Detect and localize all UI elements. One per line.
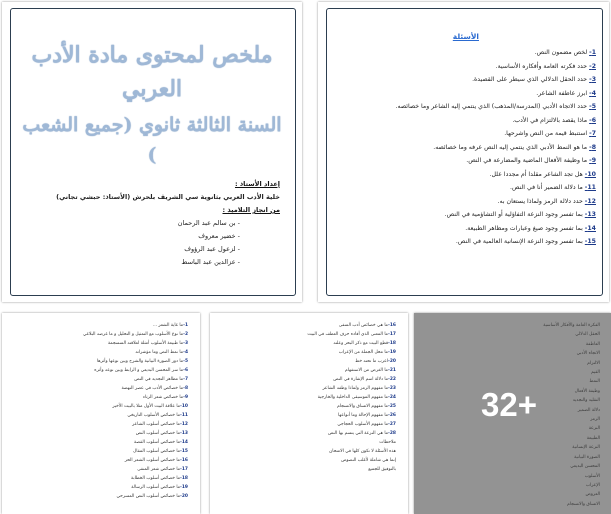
text-line-text: ما دور الصورة البيانية والشرح وبين نوعها وأثرها xyxy=(96,359,184,364)
question-item-text: بما تفسر وجود النزعة التفاؤلية أو التشاؤمية في النص. xyxy=(444,211,583,218)
text-line-text: ما الغرض من الاستفهام xyxy=(345,368,389,373)
text-line-text: ما خصائص الأسلوب التاريخي xyxy=(127,413,181,418)
text-line xyxy=(12,348,188,357)
text-line xyxy=(12,330,188,339)
question-item-text: حدد الحقل الدلالي الذي سيطر على القصيدة. xyxy=(472,76,588,83)
text-line-text: إنما هي شاملة لأغلب النصوص xyxy=(341,458,396,463)
text-line-text: ما سر المحسن البديعي و الرابط وبين نوعه وأثره xyxy=(94,368,184,373)
text-line xyxy=(220,375,396,384)
text-line xyxy=(12,420,188,429)
text-line xyxy=(12,411,188,420)
question-item-text: حدد دلالة الرمز ولماذا يستعان به. xyxy=(497,197,583,205)
text-line xyxy=(220,447,396,456)
text-line-text: ما خصائص أسلوب الخطابة xyxy=(131,476,181,481)
text-line-text: ما مظاهر التجديد في النص xyxy=(134,377,184,382)
text-line-text: ما دلالة اسم الإشارة في النص xyxy=(333,377,389,382)
page-thumbnail-left[interactable] xyxy=(2,313,200,514)
text-line-text: ما هي خصائص أدب المنفى xyxy=(338,323,389,328)
question-item-text: ما هو النمط الأدبي الذي ينتمي إليه النص عرفه وما خصائصه. xyxy=(433,143,588,151)
question-item xyxy=(334,100,596,114)
text-line xyxy=(220,339,396,348)
student-name: - عزالدين عبد الباسط xyxy=(181,258,240,266)
question-item xyxy=(334,127,596,141)
question-item xyxy=(334,73,596,87)
question-item xyxy=(334,141,596,155)
text-line xyxy=(12,384,188,393)
text-line-number: 20- xyxy=(180,494,188,499)
text-line-text: ما مفهوم الموسيقى الداخلية والخارجية xyxy=(317,395,389,400)
text-line-number: 18- xyxy=(180,476,188,481)
questions-heading: الأسئلة xyxy=(452,32,479,41)
text-line-text: ما مفهوم الأسلوب الحجاجي xyxy=(337,422,389,427)
page-thumbnail-middle[interactable] xyxy=(210,313,408,514)
text-line-text: ما مفهوم الاتساق والانسجام xyxy=(337,404,389,409)
page-text xyxy=(220,321,396,474)
text-line-text: ما خصائص أسلوب النص xyxy=(135,431,181,436)
question-item-text: ما دلالة الضمير أنا في النص. xyxy=(509,184,583,191)
text-line-text: ما غاية الشعر ... xyxy=(152,323,184,328)
question-item-text: بما تفسر وجود صيغ وعبارات ومظاهر الطبيعة. xyxy=(465,224,583,232)
question-item-number: 6- xyxy=(589,116,596,124)
question-item-text: حدد فكرته العامة وأفكاره الأساسية. xyxy=(495,62,588,70)
text-line-number: 3- xyxy=(183,341,188,346)
text-line xyxy=(12,357,188,366)
text-line-number: 17- xyxy=(180,467,188,472)
text-line xyxy=(12,402,188,411)
page-text xyxy=(12,321,188,501)
question-item xyxy=(334,235,596,249)
question-item-number: 9- xyxy=(589,157,596,164)
prepared-text: خلية الأدب العربي بثانوية سي الشريف بلحرش (الأستاذ: حبشي تجاني) xyxy=(56,193,280,201)
question-item-text: بما تفسر وجود النزعة الإنسانية العالمية في النص. xyxy=(455,238,583,245)
text-line-number: 27- xyxy=(388,422,396,427)
text-line-text: ما خصائص أسلوب النص المسرحي xyxy=(116,494,181,499)
question-item-number: 11- xyxy=(584,184,596,191)
student-name: - لزعول عبد الرؤوف xyxy=(184,245,240,253)
prepared-label: إعداد الأستاذ : xyxy=(234,180,280,188)
question-item xyxy=(334,46,596,60)
question-item-number: 1- xyxy=(589,49,596,56)
text-line-text: ما نمط النص وما مؤشراته xyxy=(135,350,184,355)
text-line-text: ما خصائص أسلوب القصة xyxy=(134,440,181,445)
text-line xyxy=(12,429,188,438)
question-item xyxy=(334,222,596,236)
text-line-number: 12- xyxy=(180,422,188,427)
text-line xyxy=(220,411,396,420)
text-line xyxy=(12,447,188,456)
question-item-text: هل تجد الشاعر مقلدا أم مجددا علل. xyxy=(489,170,583,178)
text-line xyxy=(12,465,188,474)
text-line-number: 2- xyxy=(183,332,188,337)
text-line xyxy=(220,420,396,429)
question-item-text: ماذا يقصد بالالتزام في الأدب. xyxy=(512,116,588,124)
text-line xyxy=(220,348,396,357)
text-line-text: ما خصائص أسلوب الرسالة xyxy=(131,485,181,490)
text-line xyxy=(220,366,396,375)
text-line-number: 17- xyxy=(388,332,396,337)
text-line xyxy=(220,456,396,465)
text-line-number: 11- xyxy=(180,413,188,418)
text-line xyxy=(220,330,396,339)
text-line-text: هذه الأسئلة لا تكون كلها في الامتحان xyxy=(329,449,396,454)
text-line xyxy=(12,366,188,375)
text-line xyxy=(12,456,188,465)
question-item-number: 4- xyxy=(589,89,596,97)
question-item-number: 14- xyxy=(584,224,596,232)
question-item-text: ما وظيفة الأفعال الماضية والمضارعة في النص. xyxy=(466,157,588,164)
text-line-number: 13- xyxy=(180,431,188,436)
text-line xyxy=(12,438,188,447)
text-line xyxy=(12,375,188,384)
text-line-text: ما خصائص شعر الرثاء xyxy=(142,395,184,400)
question-item-number: 8- xyxy=(589,143,596,151)
text-line-number: 19- xyxy=(388,350,396,355)
text-line-number: 28- xyxy=(388,431,396,436)
question-item xyxy=(334,168,596,182)
text-line-text: بالتوفيق للجميع xyxy=(368,467,396,472)
question-item-number: 7- xyxy=(589,130,596,137)
text-line-number: 18- xyxy=(388,341,396,346)
text-line xyxy=(220,393,396,402)
question-item-number: 15- xyxy=(584,238,596,245)
question-item xyxy=(334,195,596,209)
cover-info xyxy=(18,178,280,269)
text-line xyxy=(220,402,396,411)
text-line-text: ما نوع الأسلوب مع التمثيل و التحليل و ما غرضه البلاغي xyxy=(83,332,184,337)
text-line xyxy=(12,492,188,501)
question-item xyxy=(334,114,596,128)
question-item xyxy=(334,60,596,74)
text-line-number: 8- xyxy=(183,386,188,391)
more-pages-count[interactable]: 32+ xyxy=(481,386,537,423)
text-line-text: ملاحظات xyxy=(379,440,396,445)
text-line-text: ما المعنى الذي أفاده حرف العطف في البيت xyxy=(307,332,389,337)
text-line-number: 25- xyxy=(388,404,396,409)
text-line-number: 15- xyxy=(180,449,188,454)
text-line-text: ما هي النزعة التي يتسم بها النص xyxy=(327,431,389,436)
text-line-number: 16- xyxy=(180,458,188,463)
text-line-number: 21- xyxy=(388,368,396,373)
question-item-number: 10- xyxy=(584,170,596,178)
question-item-number: 3- xyxy=(589,76,596,83)
question-item xyxy=(334,181,596,195)
text-line-number: 10- xyxy=(180,404,188,409)
text-line xyxy=(220,357,396,366)
question-item-number: 5- xyxy=(589,103,596,110)
text-line-number: 6- xyxy=(183,368,188,373)
text-line xyxy=(220,465,396,474)
text-line-number: 23- xyxy=(388,386,396,391)
text-line-text: ما خصائص شعر المنفى xyxy=(137,467,181,472)
text-line-text: ما مفهوم الرمز ولماذا وظفه الشاعر xyxy=(322,386,389,391)
text-line-text: ما مفهوم الإحالة وما أنواعها xyxy=(338,413,389,418)
text-line-text: قطع البيت مع ذكر البحر وعلته xyxy=(333,341,389,346)
student-name: - خضير معروف xyxy=(198,232,240,240)
question-item-number: 12- xyxy=(584,197,596,205)
text-line-number: 16- xyxy=(388,323,396,328)
text-line-number: 5- xyxy=(183,359,188,364)
text-line-number: 19- xyxy=(180,485,188,490)
text-line-number: 9- xyxy=(183,395,188,400)
question-item-text: لخص مضمون النص. xyxy=(534,49,588,56)
document-subtitle: السنة الثالثة ثانوي (جميع الشعب ) xyxy=(22,114,282,166)
text-line xyxy=(12,339,188,348)
text-line-number: 22- xyxy=(388,377,396,382)
text-line-text: ما خصائص أسلوب الشاعر xyxy=(132,422,181,427)
text-line-text: اعرب ما تحته خط xyxy=(355,359,389,364)
text-line-text: ما محل الجملة من الإعراب xyxy=(338,350,389,355)
text-line xyxy=(220,384,396,393)
page-questions[interactable] xyxy=(318,2,609,302)
text-line xyxy=(12,393,188,402)
questions-list xyxy=(334,46,596,249)
text-line xyxy=(12,321,188,330)
question-item-number: 2- xyxy=(589,62,596,70)
text-line-text: ما خصائص أسلوب الشعر الحر xyxy=(124,458,181,463)
page-cover[interactable] xyxy=(2,2,302,302)
text-line-number: 7- xyxy=(183,377,188,382)
question-item xyxy=(334,208,596,222)
question-item-number: 13- xyxy=(584,211,596,218)
text-line xyxy=(12,474,188,483)
document-title: ملخص لمحتوى مادة الأدب العربي xyxy=(31,42,273,102)
text-line-number: 4- xyxy=(183,350,188,355)
text-line-text: ما علاقة البيت الأول مثلا بالبيت الأخير xyxy=(112,404,181,409)
text-line-text: ما خصائص أسلوب المقال xyxy=(133,449,181,454)
text-line-number: 24- xyxy=(388,395,396,400)
question-item-text: ابرز عاطفة الشاعر. xyxy=(536,89,588,97)
text-line-text: ما خصائص الأدب في عصر النهضة xyxy=(121,386,184,391)
text-line-text: ما طبيعة الأسلوب أمثلة لعلاقته المنسجمة xyxy=(107,341,184,346)
text-line-number: 20- xyxy=(388,359,396,364)
student-name: - بن سالم عبد الرحمان xyxy=(177,219,240,227)
students-label: من انجاز التلاميذ : xyxy=(222,206,280,214)
text-line xyxy=(12,483,188,492)
question-item xyxy=(334,87,596,101)
question-item xyxy=(334,154,596,168)
text-line-number: 14- xyxy=(180,440,188,445)
question-item-text: حدد الاتجاه الأدبي (المدرسة/المذهب) الذي ينتمي إليه الشاعر وما خصائصه. xyxy=(395,103,588,110)
text-line-number: 26- xyxy=(388,413,396,418)
text-line xyxy=(220,438,396,447)
question-item-text: استنبط قيمة من النص واشرحها. xyxy=(504,130,588,137)
text-line xyxy=(220,429,396,438)
text-line-number: 1- xyxy=(183,323,188,328)
text-line xyxy=(220,321,396,330)
